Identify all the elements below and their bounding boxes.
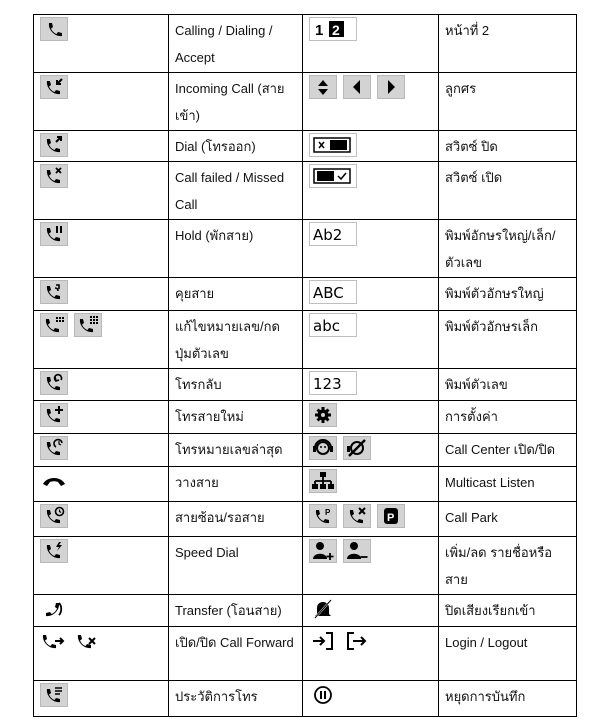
call-center-off-icon xyxy=(343,436,371,460)
icon-description: โทรกลับ xyxy=(169,369,303,401)
speed-dial-icon xyxy=(40,539,68,563)
table-row xyxy=(34,278,577,311)
icon-cell xyxy=(34,131,169,162)
icon-cell xyxy=(303,401,439,434)
table-row xyxy=(34,15,577,73)
icon-cell xyxy=(34,311,169,369)
icon-description: สายซ้อน/รอสาย xyxy=(169,502,303,537)
icon-cell xyxy=(34,537,169,595)
table-row xyxy=(34,131,577,162)
icon-description: พิมพ์ตัวอักษรเล็ก xyxy=(439,311,577,369)
input-mode-abc-upper-icon xyxy=(309,280,357,304)
icon-cell xyxy=(34,15,169,73)
edit-number-icon xyxy=(40,313,68,337)
login-icon xyxy=(309,629,337,653)
table-row xyxy=(34,537,577,595)
mute-ring-icon xyxy=(309,597,337,621)
svg-text:ABC: ABC xyxy=(313,284,344,302)
icon-description: ลูกศร xyxy=(439,73,577,131)
icon-cell xyxy=(34,162,169,220)
hold-call-icon xyxy=(40,222,68,246)
table-row xyxy=(34,595,577,627)
new-call-icon xyxy=(40,403,68,427)
icon-description: การตั้งค่า xyxy=(439,401,577,434)
table-row xyxy=(34,311,577,369)
svg-text:2: 2 xyxy=(332,22,340,38)
icon-description: Call Center เปิด/ปิด xyxy=(439,434,577,467)
callback-icon xyxy=(40,371,68,395)
icon-cell xyxy=(303,369,439,401)
icon-cell xyxy=(34,434,169,467)
phone-calling-icon xyxy=(40,17,68,41)
arrow-left-icon xyxy=(343,75,371,99)
icon-description: สวิตซ์ ปิด xyxy=(439,131,577,162)
icon-description: Incoming Call (สายเข้า) xyxy=(169,73,303,131)
add-member-icon xyxy=(309,539,337,563)
switch-on-icon xyxy=(309,164,357,188)
icon-legend-table xyxy=(33,14,577,717)
icon-cell xyxy=(303,162,439,220)
icon-description: Transfer (โอนสาย) xyxy=(169,595,303,627)
redial-icon xyxy=(40,436,68,460)
icon-cell xyxy=(303,467,439,502)
icon-description: คุยสาย xyxy=(169,278,303,311)
icon-cell xyxy=(303,502,439,537)
icon-description: Call failed / Missed Call xyxy=(169,162,303,220)
icon-description: เปิด/ปิด Call Forward xyxy=(169,627,303,681)
icon-cell xyxy=(34,467,169,502)
table-row xyxy=(34,434,577,467)
icon-description: Dial (โทรออก) xyxy=(169,131,303,162)
icon-description: ประวัติการโทร xyxy=(169,681,303,717)
icon-cell xyxy=(34,681,169,717)
icon-description: แก้ไขหมายเลข/กดปุ่มตัวเลข xyxy=(169,311,303,369)
icon-description: วางสาย xyxy=(169,467,303,502)
table-row xyxy=(34,681,577,717)
transfer-icon xyxy=(40,597,68,621)
hang-up-icon xyxy=(40,469,68,493)
multicast-icon xyxy=(309,469,337,493)
svg-text:P: P xyxy=(325,508,331,517)
pause-recording-icon xyxy=(309,683,337,707)
svg-text:1: 1 xyxy=(315,22,324,39)
icon-description: พิมพ์ตัวเลข xyxy=(439,369,577,401)
call-park-icon xyxy=(309,504,337,528)
icon-description: Speed Dial xyxy=(169,537,303,595)
icon-description: หน้าที่ 2 xyxy=(439,15,577,73)
call-center-on-icon xyxy=(309,436,337,460)
icon-cell xyxy=(303,537,439,595)
icon-cell xyxy=(303,681,439,717)
table-row xyxy=(34,220,577,278)
svg-text:P: P xyxy=(387,512,395,524)
outgoing-call-icon xyxy=(40,133,68,157)
table-row xyxy=(34,502,577,537)
table-row xyxy=(34,627,577,681)
switch-off-icon xyxy=(309,133,357,157)
icon-cell xyxy=(303,311,439,369)
icon-cell xyxy=(34,401,169,434)
table-row xyxy=(34,401,577,434)
table-row xyxy=(34,369,577,401)
icon-cell xyxy=(303,595,439,627)
icon-description: โทรหมายเลขล่าสุด xyxy=(169,434,303,467)
icon-description: เพิ่ม/ลด รายชื่อหรือสาย xyxy=(439,537,577,595)
call-waiting-icon xyxy=(40,504,68,528)
icon-cell xyxy=(303,627,439,681)
icon-cell xyxy=(34,73,169,131)
missed-call-icon xyxy=(40,164,68,188)
icon-cell xyxy=(303,131,439,162)
icon-description: โทรสายใหม่ xyxy=(169,401,303,434)
call-history-icon xyxy=(40,683,68,707)
input-mode-123-icon xyxy=(309,371,357,395)
arrow-up-down-icon xyxy=(309,75,337,99)
icon-description: Call Park xyxy=(439,502,577,537)
input-mode-abc-lower-icon xyxy=(309,313,357,337)
icon-description: พิมพ์ตัวอักษรใหญ่ xyxy=(439,278,577,311)
incoming-call-icon xyxy=(40,75,68,99)
icon-cell xyxy=(303,220,439,278)
icon-description: พิมพ์อักษรใหญ่/เล็ก/ตัวเลข xyxy=(439,220,577,278)
input-mode-ab2-icon xyxy=(309,222,357,246)
page-indicator-icon xyxy=(309,17,357,41)
icon-description: Hold (พักสาย) xyxy=(169,220,303,278)
icon-cell xyxy=(34,278,169,311)
icon-cell xyxy=(303,15,439,73)
icon-description: Login / Logout xyxy=(439,627,577,681)
keypad-icon xyxy=(74,313,102,337)
table-row xyxy=(34,162,577,220)
forward-on-icon xyxy=(40,629,68,653)
svg-text:123: 123 xyxy=(313,375,342,393)
table-row xyxy=(34,467,577,502)
logout-icon xyxy=(343,629,371,653)
gear-icon xyxy=(309,403,337,427)
icon-cell xyxy=(34,502,169,537)
talking-icon xyxy=(40,280,68,304)
table-row xyxy=(34,73,577,131)
icon-cell xyxy=(34,627,169,681)
icon-description: หยุดการบันทึก xyxy=(439,681,577,717)
icon-cell xyxy=(303,434,439,467)
icon-description: Multicast Listen xyxy=(439,467,577,502)
arrow-right-icon xyxy=(377,75,405,99)
icon-description: ปิดเสียงเรียกเข้า xyxy=(439,595,577,627)
svg-text:abc: abc xyxy=(313,317,340,335)
icon-description: สวิตซ์ เปิด xyxy=(439,162,577,220)
icon-cell xyxy=(303,278,439,311)
icon-cell xyxy=(303,73,439,131)
parking-icon xyxy=(377,504,405,528)
forward-off-icon xyxy=(74,629,102,653)
call-park-retrieve-icon xyxy=(343,504,371,528)
icon-cell xyxy=(34,220,169,278)
remove-member-icon xyxy=(343,539,371,563)
icon-cell xyxy=(34,369,169,401)
icon-cell xyxy=(34,595,169,627)
svg-text:Ab2: Ab2 xyxy=(313,226,343,244)
icon-description: Calling / Dialing / Accept xyxy=(169,15,303,73)
